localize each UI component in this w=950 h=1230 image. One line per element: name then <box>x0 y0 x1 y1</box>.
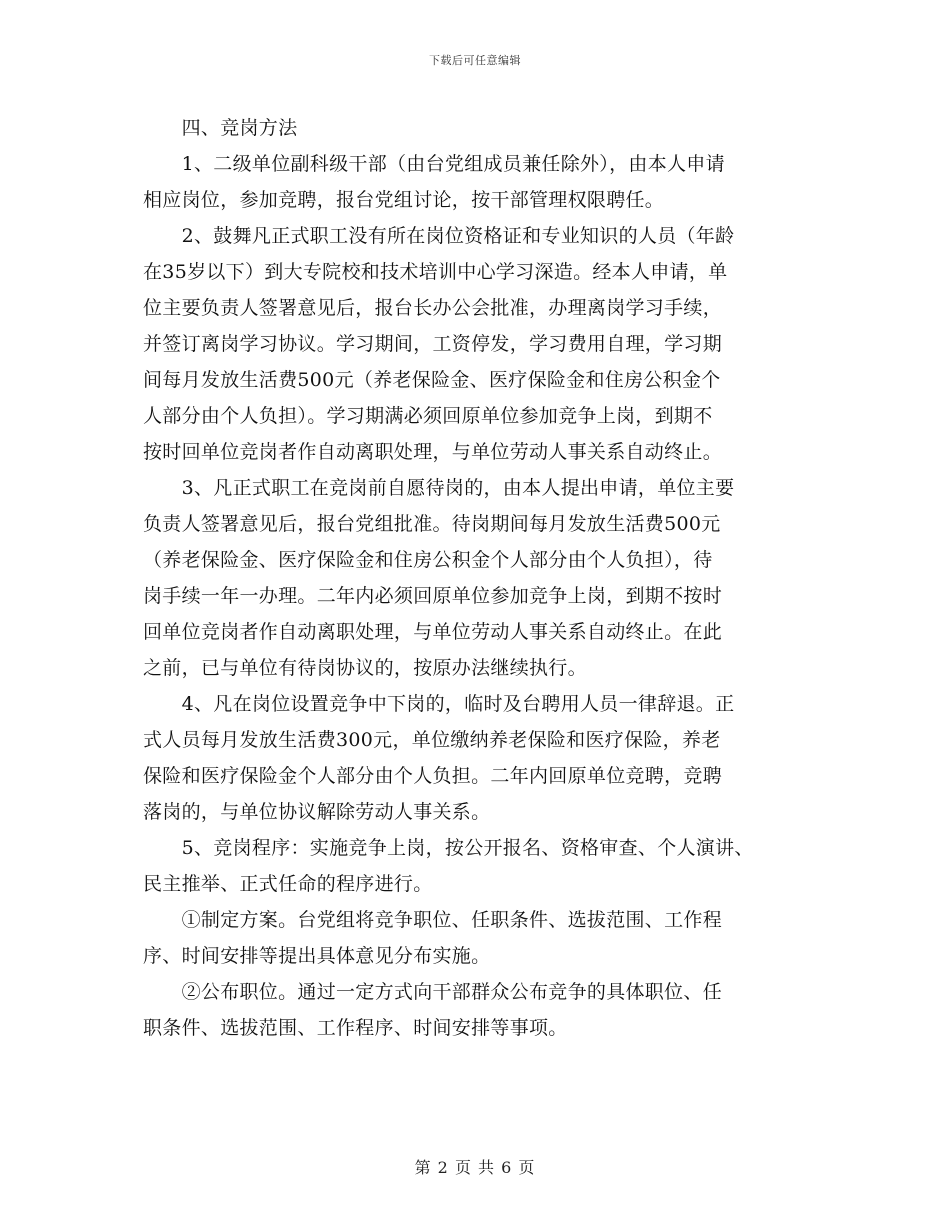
paragraph-line: 落岗的，与单位协议解除劳动人事关系。 <box>143 801 491 823</box>
paragraph-line: 人部分由个人负担）。学习期满必须回原单位参加竞争上岗，到期不 <box>143 405 713 427</box>
paragraph-line: 在35岁以下）到大专院校和技术培训中心学习深造。经本人申请，单 <box>143 261 728 283</box>
page-number-footer: 第 2 页 共 6 页 <box>414 1158 536 1177</box>
paragraph-line: 3、凡正式职工在竞岗前自愿待岗的，由本人提出申请，单位主要 <box>143 477 735 499</box>
paragraph-line: 负责人签署意见后，报台党组批准。待岗期间每月发放生活费500元 <box>143 513 721 535</box>
paragraph-line: 间每月发放生活费500元（养老保险金、医疗保险金和住房公积金个 <box>143 369 721 391</box>
paragraph-line: 按时回单位竞岗者作自动离职处理，与单位劳动人事关系自动终止。 <box>143 441 723 463</box>
paragraph-line: 岗手续一年一办理。二年内必须回原单位参加竞争上岗，到期不按时 <box>143 585 723 607</box>
paragraph-line: 职条件、选拔范围、工作程序、时间安排等事项。 <box>143 1017 568 1039</box>
paragraph-line: 4、凡在岗位设置竞争中下岗的，临时及台聘用人员一律辞退。正 <box>143 693 735 715</box>
paragraph-line: 保险和医疗保险金个人部分由个人负担。二年内回原单位竞聘，竞聘 <box>143 765 723 787</box>
section-heading: 四、竞岗方法 <box>143 117 298 139</box>
paragraph-line: （养老保险金、医疗保险金和住房公积金个人部分由个人负担），待 <box>143 549 713 571</box>
paragraph-line: 序、时间安排等提出具体意见分布实施。 <box>143 945 491 967</box>
paragraph-line: ①制定方案。台党组将竞争职位、任职条件、选拔范围、工作程 <box>143 909 723 931</box>
paragraph-line: 位主要负责人签署意见后，报台长办公会批准，办理离岗学习手续， <box>143 297 723 319</box>
paragraph-line: 并签订离岗学习协议。学习期间，工资停发，学习费用自理，学习期 <box>143 333 723 355</box>
paragraph-line: ②公布职位。通过一定方式向干部群众公布竞争的具体职位、任 <box>143 981 723 1003</box>
page-header: 下载后可任意编辑 <box>429 54 521 67</box>
paragraph-line: 5、竞岗程序：实施竞争上岗，按公开报名、资格审查、个人演讲、 <box>143 837 754 859</box>
paragraph-line: 1、二级单位副科级干部（由台党组成员兼任除外），由本人申请 <box>143 153 725 175</box>
paragraph-line: 民主推举、正式任命的程序进行。 <box>143 873 433 895</box>
document-body <box>143 110 843 1046</box>
paragraph-line: 相应岗位，参加竞聘，报台党组讨论，按干部管理权限聘任。 <box>143 189 665 211</box>
paragraph-line: 之前，已与单位有待岗协议的，按原办法继续执行。 <box>143 657 587 679</box>
paragraph-line: 式人员每月发放生活费300元，单位缴纳养老保险和医疗保险，养老 <box>143 729 721 751</box>
paragraph-line: 回单位竞岗者作自动离职处理，与单位劳动人事关系自动终止。在此 <box>143 621 723 643</box>
paragraph-line: 2、鼓舞凡正式职工没有所在岗位资格证和专业知识的人员（年龄 <box>143 225 735 247</box>
